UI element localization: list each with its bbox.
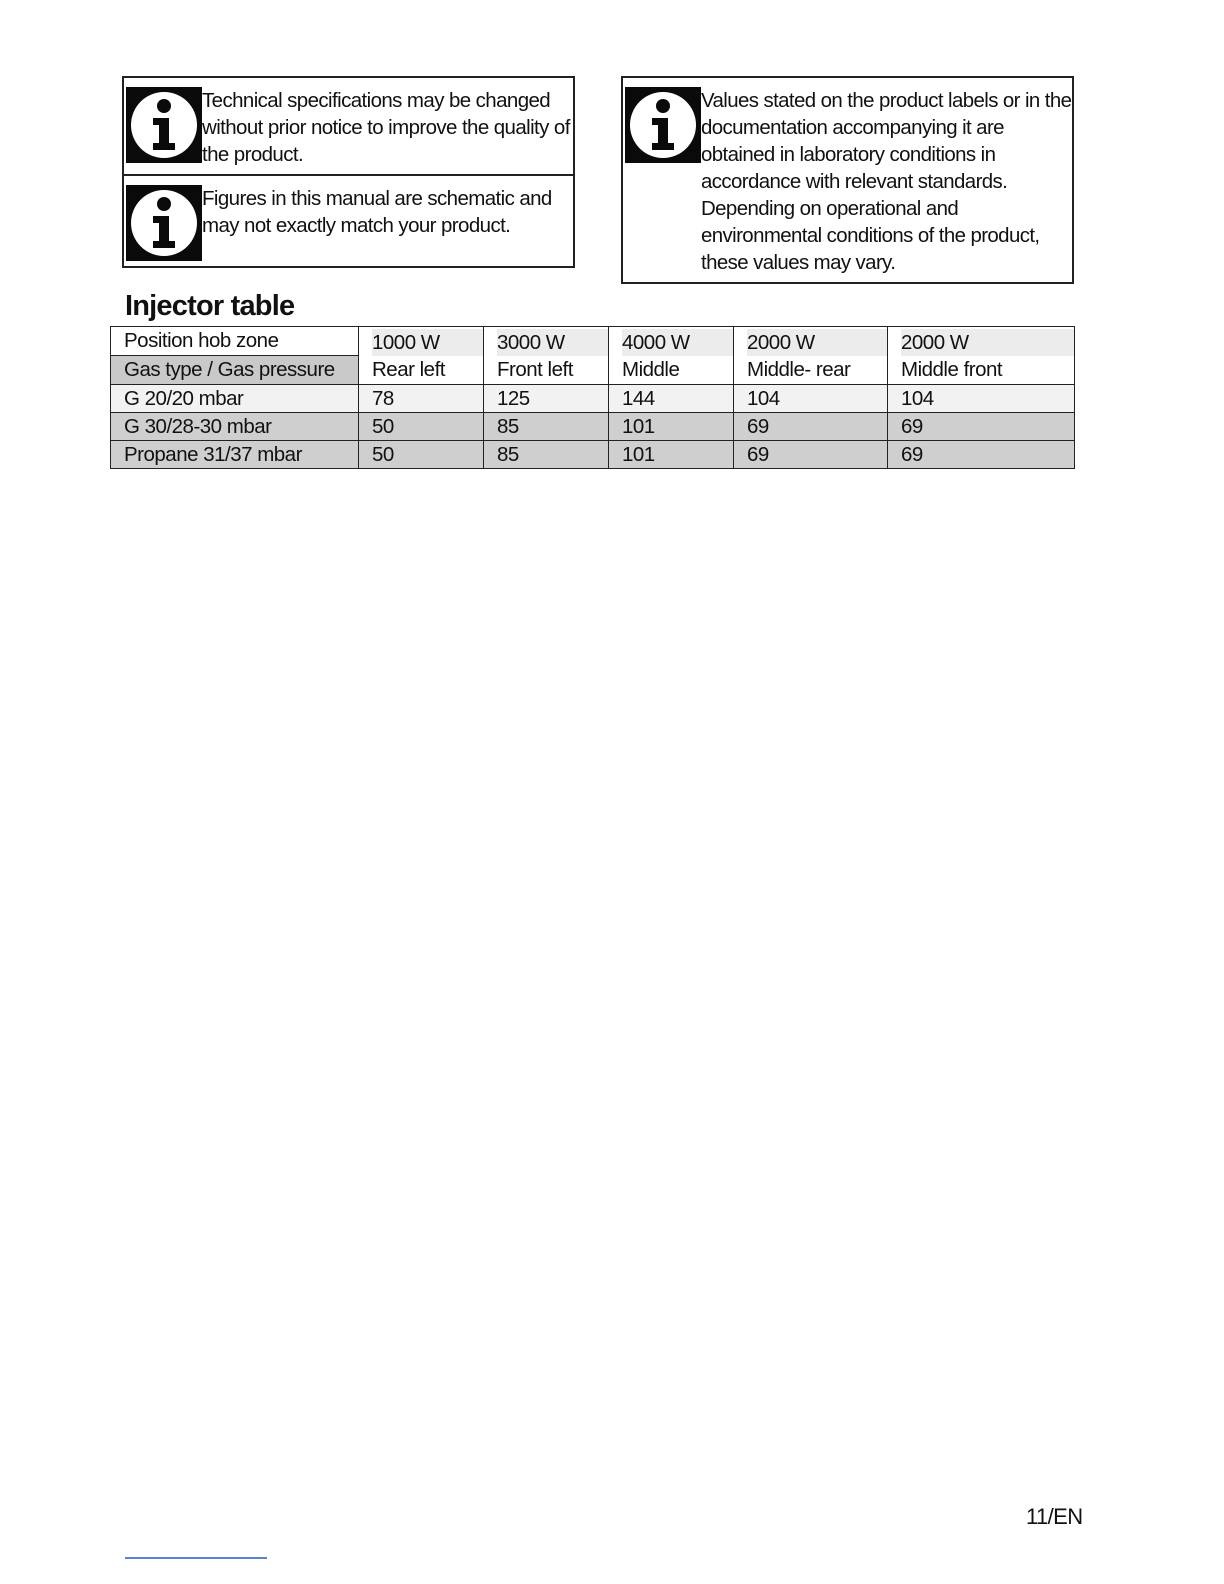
column-power: 1000 W <box>372 329 483 356</box>
gas-type-cell: Propane 31/37 mbar <box>111 441 359 469</box>
note-line: may not exactly match your product. <box>202 214 511 237</box>
note-line: the product. <box>202 143 304 166</box>
position-hob-zone-label: Position hob zone <box>111 327 358 356</box>
injector-value-cell: 69 <box>888 413 1075 441</box>
note-line: documentation accompanying it are <box>701 116 1004 139</box>
column-header <box>734 327 888 385</box>
injector-table <box>110 326 1075 469</box>
gas-type-pressure-label: Gas type / Gas pressure <box>111 356 358 384</box>
column-header <box>484 327 609 385</box>
column-zone: Middle- rear <box>747 357 851 381</box>
column-zone: Front left <box>497 357 573 381</box>
column-header <box>609 327 734 385</box>
note-spec-change <box>124 78 573 176</box>
note-line: Depending on operational and <box>701 197 959 220</box>
note-text <box>202 185 571 239</box>
column-power: 4000 W <box>622 329 733 356</box>
info-icon <box>625 87 701 163</box>
table-header-row <box>111 327 1075 385</box>
note-text <box>701 87 1072 276</box>
table-row <box>111 441 1075 469</box>
note-line: Values stated on the product labels or in the <box>701 89 1072 112</box>
note-line: Figures in this manual are schematic and <box>202 187 552 210</box>
injector-value-cell: 101 <box>609 441 734 469</box>
note-line: obtained in laboratory conditions in <box>701 143 996 166</box>
column-zone: Middle front <box>901 357 1003 381</box>
note-line: these values may vary. <box>701 251 896 274</box>
info-note-right <box>621 76 1074 284</box>
info-notes-left <box>122 76 575 268</box>
info-icon <box>126 87 202 163</box>
note-line: accordance with relevant standards. <box>701 170 1008 193</box>
injector-value-cell: 101 <box>609 413 734 441</box>
injector-value-cell: 69 <box>734 413 888 441</box>
table-row <box>111 385 1075 413</box>
injector-value-cell: 69 <box>734 441 888 469</box>
note-line: without prior notice to improve the quality of <box>202 116 570 139</box>
note-text <box>202 87 571 168</box>
injector-value-cell: 104 <box>888 385 1075 413</box>
section-title: Injector table <box>125 290 295 322</box>
injector-value-cell: 85 <box>484 413 609 441</box>
injector-value-cell: 104 <box>734 385 888 413</box>
table-corner-header <box>111 327 359 385</box>
injector-value-cell: 125 <box>484 385 609 413</box>
injector-value-cell: 144 <box>609 385 734 413</box>
column-zone: Rear left <box>372 357 445 381</box>
gas-type-cell: G 20/20 mbar <box>111 385 359 413</box>
injector-value-cell: 50 <box>359 413 484 441</box>
gas-type-cell: G 30/28-30 mbar <box>111 413 359 441</box>
injector-value-cell: 85 <box>484 441 609 469</box>
info-icon <box>126 185 202 261</box>
page-number: 11/EN <box>1026 1504 1083 1529</box>
note-line: environmental conditions of the product, <box>701 224 1040 247</box>
column-zone: Middle <box>622 357 680 381</box>
injector-value-cell: 78 <box>359 385 484 413</box>
column-power: 3000 W <box>497 329 608 356</box>
injector-value-cell: 50 <box>359 441 484 469</box>
column-power: 2000 W <box>747 329 887 356</box>
injector-value-cell: 69 <box>888 441 1075 469</box>
table-row <box>111 413 1075 441</box>
column-header <box>359 327 484 385</box>
note-line: Technical specifications may be changed <box>202 89 551 112</box>
footer-rule <box>125 1557 267 1559</box>
column-power: 2000 W <box>901 329 1074 356</box>
column-header <box>888 327 1075 385</box>
